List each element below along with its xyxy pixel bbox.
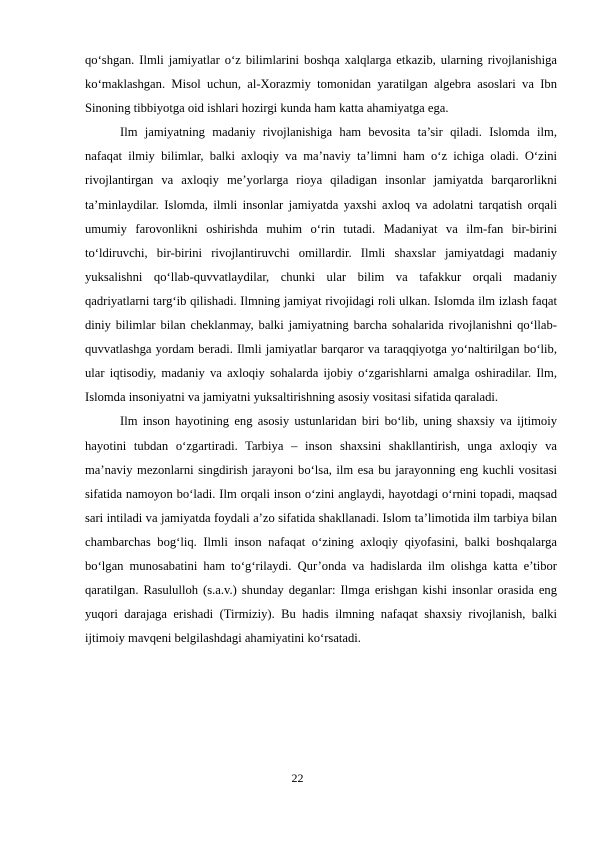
- paragraph-2: Ilm jamiyatning madaniy rivojlanishiga ham bevosita ta’sir qiladi. Islomda ilm, nafaqat ilmiy bilimlar, balki axloqiy va ma’naviy ta’limni ham o‘z ichiga oladi. O‘zini rivojlantirgan va axloqiy me’yorlarga rioya qiladigan insonlar jamiyatda barqarorlikni ta’minlaydilar. Islomda, ilmli insonlar jamiyatda yaxshi axloq va adolatni tarqatish orqali umumiy farovonlikni oshirishda muhim o‘rin tutadi. Madaniyat va ilm-fan bir-birini to‘ldiruvchi, bir-birini rivojlantiruvchi omillardir. Ilmli shaxslar jamiyatdagi madaniy yuksalishni qo‘llab-quvvatlaydilar, chunki ular bilim va tafakkur orqali madaniy qadriyatlarni targ‘ib qilishadi. Ilmning jamiyat rivojidagi roli ulkan. Islomda ilm izlash faqat diniy bilimlar bilan cheklanmay, balki jamiyatning barcha sohalarida rivojlanishni qo‘llab-quvvatlashga yordam beradi. Ilmli jamiyatlar barqaror va taraqqiyotga yo‘naltirilgan bo‘lib, ular iqtisodiy, madaniy va axloqiy sohalarda ijobiy o‘zgarishlarni amalga oshiradilar. Ilm, Islomda insoniyatni va jamiyatni yuksaltirishning asosiy vositasi sifatida qaraladi.: [85, 125, 557, 405]
- page-number: 22: [291, 771, 304, 785]
- paragraph-3: Ilm inson hayotining eng asosiy ustunlaridan biri bo‘lib, uning shaxsiy va ijtimoiy hayotini tubdan o‘zgartiradi. Tarbiya – inson shaxsini shakllantirish, unga axloqiy va ma’naviy mezonlarni singdirish jarayoni bo‘lsa, ilm esa bu jarayonning eng kuchli vositasi sifatida namoyon bo‘ladi. Ilm orqali inson o‘zini anglaydi, hayotdagi o‘rnini topadi, maqsad sari intiladi va jamiyatda foydali a’zo sifatida shakllanadi. Islom ta’limotida ilm tarbiya bilan chambarchas bog‘liq. Ilmli inson nafaqat o‘zining axloqiy qiyofasini, balki boshqalarga bo‘lgan munosabatini ham to‘g‘rilaydi. Qur’onda va hadislarda ilm olishga katta e’tibor qaratilgan. Rasululloh (s.a.v.) shunday deganlar: Ilmga erishgan kishi insonlar orasida eng yuqori darajaga erishadi (Tirmiziy). Bu hadis ilmning nafaqat shaxsiy rivojlanish, balki ijtimoiy mavqeni belgilashdagi ahamiyatini ko‘rsatadi.: [85, 414, 557, 646]
- paragraph-1: qo‘shgan. Ilmli jamiyatlar o‘z bilimlarini boshqa xalqlarga etkazib, ularning rivojlanishiga ko‘maklashgan. Misol uchun, al-Xorazmiy tomonidan yaratilgan algebra asoslari va Ibn Sinoning tibbiyotga oid ishlari hozirgi kunda ham katta ahamiyatga ega.: [85, 53, 557, 116]
- body-text: [85, 48, 557, 650]
